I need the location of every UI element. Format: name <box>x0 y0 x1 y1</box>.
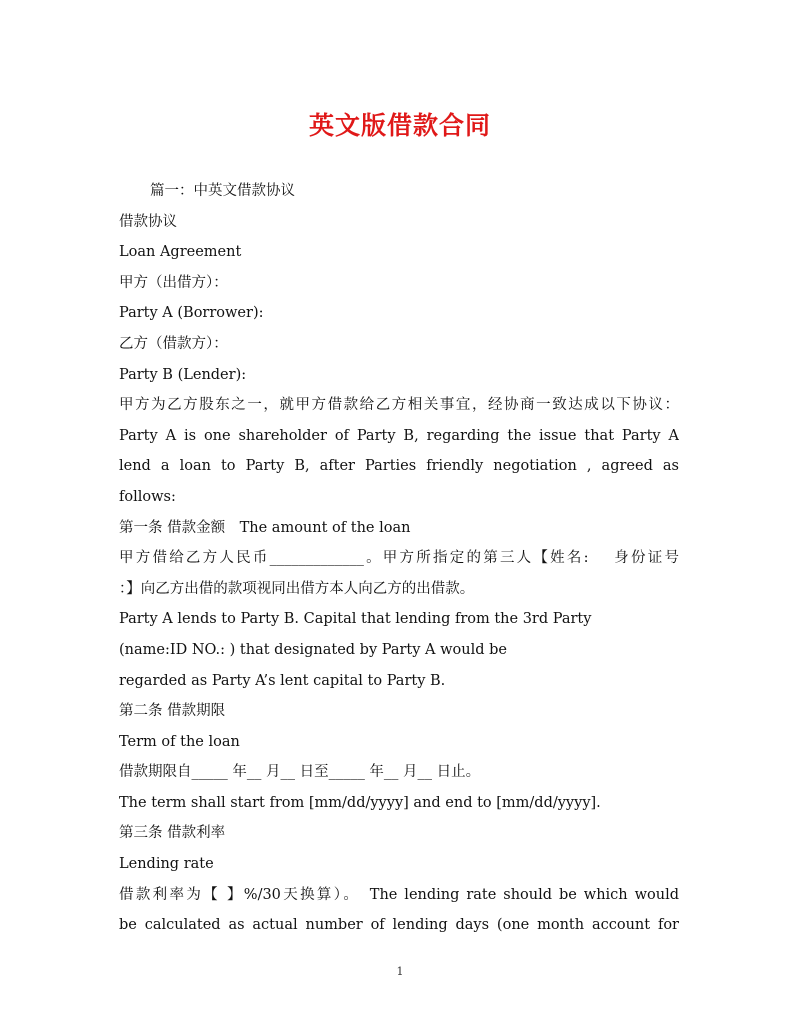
article-1-heading: 第一条 借款金额 The amount of the loan <box>119 519 411 536</box>
article-3-text-line-1: 借款利率为【 】%/30天换算）。 The lending rate should be which would <box>119 886 679 903</box>
intro-paragraph-en-line-3: follows: <box>119 488 176 505</box>
article-1-text-en-line-3: regarded as Party A’s lent capital to Party B. <box>119 672 446 689</box>
article-1-text-cn-line-1: 甲方借给乙方人民币_____________。甲方所指定的第三人【姓名: 身份证号 <box>119 550 679 567</box>
agreement-title-cn: 借款协议 <box>119 213 177 230</box>
party-a-label-en: Party A (Borrower): <box>119 305 264 322</box>
intro-paragraph-en-line-2: lend a loan to Party B, after Parties friendly negotiation , agreed as <box>119 458 679 475</box>
article-1-text-cn-line-2: ：】向乙方出借的款项视同出借方本人向乙方的出借款。 <box>119 580 475 597</box>
article-3-heading-cn: 第三条 借款利率 <box>119 825 226 842</box>
article-3-heading-en: Lending rate <box>119 856 214 873</box>
agreement-title-en: Loan Agreement <box>119 244 242 261</box>
article-2-text-cn: 借款期限自_____ 年__ 月__ 日至_____ 年__ 月__ 日止。 <box>119 764 481 781</box>
intro-paragraph-en-line-1: Party A is one shareholder of Party B, regarding the issue that Party A <box>119 427 679 444</box>
section-heading: 篇一：中英文借款协议 <box>150 183 295 199</box>
article-3-text-line-2: be calculated as actual number of lending days (one month account for <box>119 917 679 934</box>
article-2-heading-cn: 第二条 借款期限 <box>119 703 226 720</box>
party-a-label-cn: 甲方（出借方）： <box>119 274 228 291</box>
document-body <box>119 176 679 941</box>
article-2-heading-en: Term of the loan <box>119 733 240 750</box>
party-b-label-en: Party B (Lender): <box>119 366 247 383</box>
article-2-text-en: The term shall start from [mm/dd/yyyy] and end to [mm/dd/yyyy]. <box>119 794 601 811</box>
article-1-text-en-line-1: Party A lends to Party B. Capital that lending from the 3rd Party <box>119 611 592 628</box>
document-title: 英文版借款合同 <box>308 111 491 140</box>
intro-paragraph-cn: 甲方为乙方股东之一，就甲方借款给乙方相关事宜，经协商一致达成以下协议： <box>119 397 679 414</box>
article-1-text-en-line-2: (name:ID NO.: ) that designated by Party A would be <box>119 641 508 658</box>
page-number: 1 <box>396 965 404 978</box>
party-b-label-cn: 乙方（借款方）： <box>119 335 228 352</box>
